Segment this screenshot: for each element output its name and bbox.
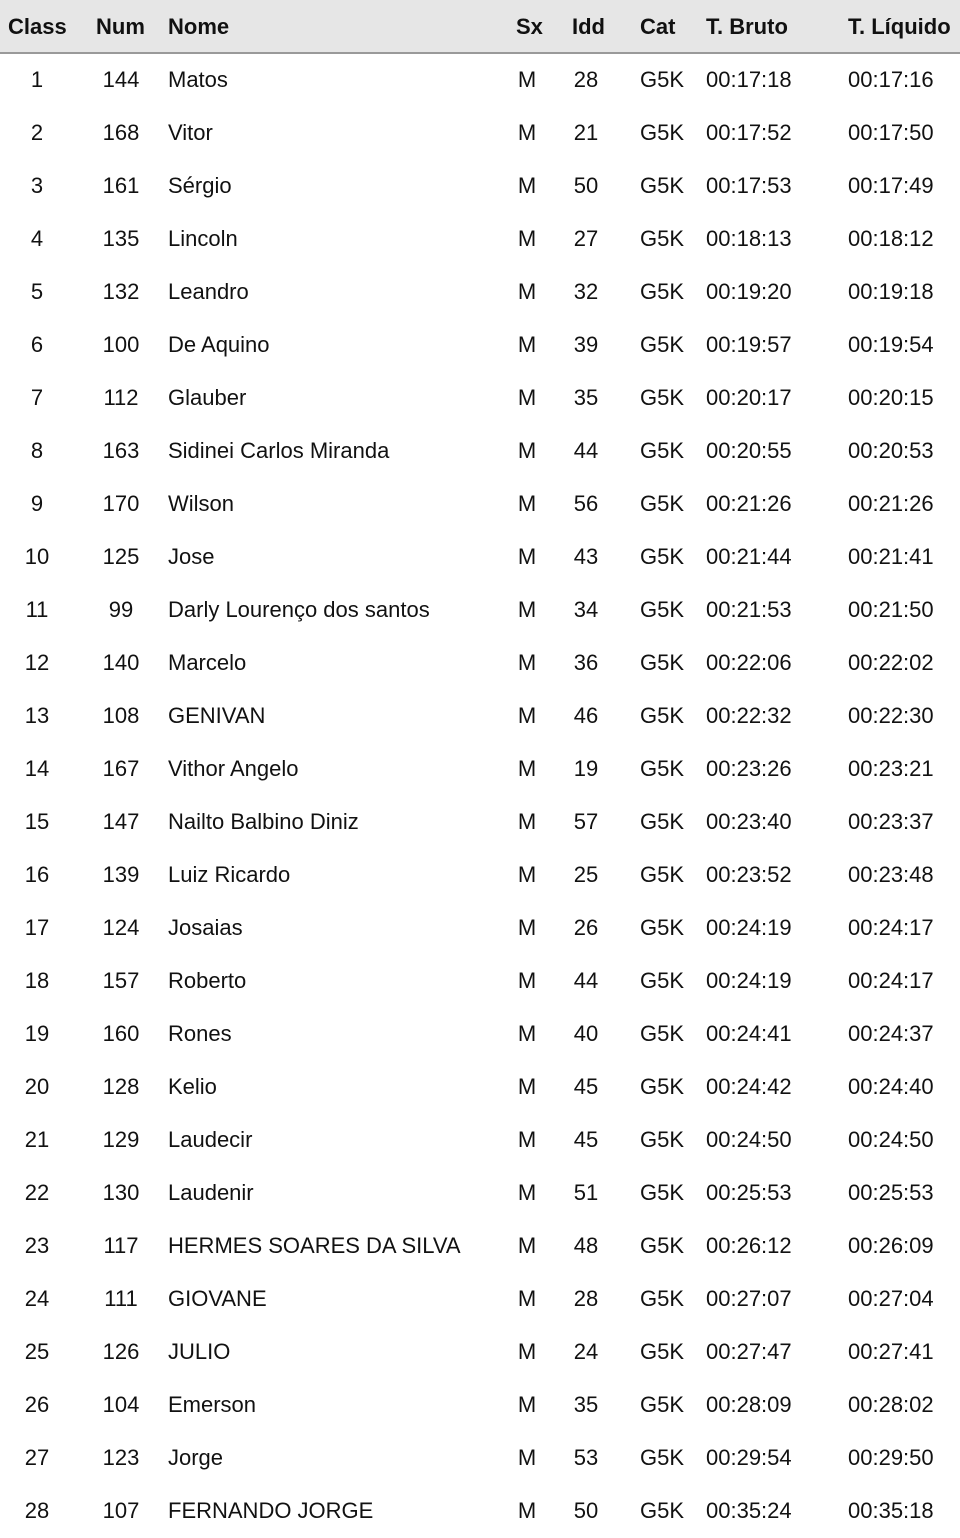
cell-idd: 19 — [573, 756, 599, 781]
cell-sx: M — [517, 1498, 537, 1523]
cell-t-bruto: 00:24:42 — [706, 1074, 792, 1099]
cell-nome: Marcelo — [168, 650, 247, 675]
cell-num: 112 — [103, 385, 139, 410]
cell-idd: 50 — [573, 1498, 599, 1523]
table-header — [0, 0, 960, 54]
cell-sx: M — [517, 968, 537, 993]
results-table-body — [0, 54, 960, 1538]
table-row — [0, 1061, 960, 1114]
cell-class: 22 — [24, 1180, 50, 1205]
cell-sx: M — [517, 438, 537, 463]
cell-class: 7 — [30, 385, 44, 410]
cell-t-bruto: 00:23:40 — [706, 809, 792, 834]
cell-sx: M — [517, 1286, 537, 1311]
cell-cat: G5K — [640, 1233, 685, 1258]
cell-class: 23 — [24, 1233, 50, 1258]
table-row — [0, 54, 960, 107]
cell-t-liquido: 00:22:02 — [848, 650, 934, 675]
cell-class: 3 — [30, 173, 44, 198]
cell-num: 126 — [102, 1339, 140, 1364]
cell-idd: 48 — [573, 1233, 599, 1258]
cell-sx: M — [517, 544, 537, 569]
cell-cat: G5K — [640, 1339, 685, 1364]
cell-nome: Glauber — [168, 385, 247, 410]
cell-sx: M — [517, 1339, 537, 1364]
cell-nome: Laudenir — [168, 1180, 254, 1205]
cell-idd: 24 — [573, 1339, 599, 1364]
cell-cat: G5K — [640, 703, 685, 728]
cell-sx: M — [517, 332, 537, 357]
cell-cat: G5K — [640, 120, 685, 145]
cell-cat: G5K — [640, 173, 685, 198]
cell-num: 129 — [102, 1127, 140, 1152]
table-row — [0, 1167, 960, 1220]
cell-cat: G5K — [640, 438, 685, 463]
cell-nome: Sidinei Carlos Miranda — [168, 438, 390, 463]
cell-t-liquido: 00:28:02 — [848, 1392, 934, 1417]
table-row — [0, 743, 960, 796]
cell-idd: 28 — [573, 1286, 599, 1311]
cell-t-bruto: 00:24:50 — [706, 1127, 792, 1152]
cell-class: 28 — [24, 1498, 50, 1523]
cell-cat: G5K — [640, 491, 685, 516]
cell-t-bruto: 00:17:52 — [706, 120, 792, 145]
cell-t-liquido: 00:24:50 — [848, 1127, 934, 1152]
cell-t-liquido: 00:19:54 — [848, 332, 934, 357]
cell-nome: Leandro — [168, 279, 249, 304]
header-t-liquido: T. Líquido — [848, 14, 951, 39]
cell-t-bruto: 00:29:54 — [706, 1445, 792, 1470]
cell-num: 167 — [102, 756, 140, 781]
cell-cat: G5K — [640, 226, 685, 251]
cell-t-bruto: 00:20:55 — [706, 438, 792, 463]
cell-sx: M — [517, 1445, 537, 1470]
cell-num: 163 — [102, 438, 140, 463]
header-idd: Idd — [572, 14, 605, 39]
cell-t-bruto: 00:21:26 — [706, 491, 792, 516]
cell-cat: G5K — [640, 279, 685, 304]
cell-cat: G5K — [640, 544, 685, 569]
cell-class: 20 — [24, 1074, 50, 1099]
cell-nome: JULIO — [168, 1339, 231, 1364]
cell-num: 168 — [102, 120, 140, 145]
cell-t-bruto: 00:17:53 — [706, 173, 792, 198]
cell-cat: G5K — [640, 1021, 685, 1046]
cell-t-liquido: 00:23:37 — [848, 809, 934, 834]
cell-t-liquido: 00:17:49 — [848, 173, 934, 198]
cell-idd: 35 — [573, 1392, 599, 1417]
cell-class: 8 — [30, 438, 44, 463]
table-row — [0, 266, 960, 319]
cell-idd: 46 — [573, 703, 599, 728]
cell-sx: M — [517, 1021, 537, 1046]
cell-nome: Sérgio — [168, 173, 232, 198]
cell-cat: G5K — [640, 1498, 685, 1523]
cell-num: 132 — [102, 279, 140, 304]
cell-nome: Josaias — [168, 915, 243, 940]
cell-cat: G5K — [640, 1286, 685, 1311]
cell-nome: Darly Lourenço dos santos — [168, 597, 430, 622]
cell-cat: G5K — [640, 385, 685, 410]
cell-class: 11 — [25, 597, 49, 622]
table-row — [0, 372, 960, 425]
cell-sx: M — [517, 756, 537, 781]
header-sx: Sx — [516, 14, 543, 39]
cell-sx: M — [517, 491, 537, 516]
cell-idd: 35 — [573, 385, 599, 410]
cell-idd: 39 — [573, 332, 599, 357]
cell-t-liquido: 00:27:41 — [848, 1339, 934, 1364]
cell-idd: 50 — [573, 173, 599, 198]
cell-num: 130 — [102, 1180, 140, 1205]
cell-t-bruto: 00:24:41 — [706, 1021, 792, 1046]
cell-t-liquido: 00:18:12 — [848, 226, 934, 251]
cell-t-liquido: 00:21:41 — [848, 544, 934, 569]
cell-t-liquido: 00:25:53 — [848, 1180, 934, 1205]
table-row — [0, 902, 960, 955]
cell-t-bruto: 00:23:26 — [706, 756, 792, 781]
cell-idd: 28 — [573, 67, 599, 92]
cell-t-bruto: 00:22:06 — [706, 650, 792, 675]
cell-idd: 43 — [573, 544, 599, 569]
cell-idd: 56 — [573, 491, 599, 516]
cell-cat: G5K — [640, 67, 685, 92]
cell-cat: G5K — [640, 756, 685, 781]
table-row — [0, 690, 960, 743]
cell-idd: 45 — [573, 1127, 599, 1152]
cell-class: 26 — [24, 1392, 50, 1417]
cell-num: 135 — [102, 226, 140, 251]
cell-t-liquido: 00:24:40 — [848, 1074, 934, 1099]
cell-class: 1 — [30, 67, 44, 92]
cell-class: 6 — [30, 332, 44, 357]
cell-idd: 32 — [573, 279, 599, 304]
cell-t-liquido: 00:24:37 — [848, 1021, 934, 1046]
cell-t-liquido: 00:35:18 — [848, 1498, 934, 1523]
cell-num: 144 — [102, 67, 140, 92]
cell-num: 125 — [102, 544, 140, 569]
table-row — [0, 584, 960, 637]
header-nome: Nome — [168, 14, 230, 39]
cell-class: 12 — [24, 650, 50, 675]
cell-sx: M — [517, 1233, 537, 1258]
cell-t-liquido: 00:26:09 — [848, 1233, 934, 1258]
cell-class: 25 — [24, 1339, 50, 1364]
table-row — [0, 849, 960, 902]
cell-idd: 21 — [573, 120, 599, 145]
cell-cat: G5K — [640, 915, 685, 940]
cell-sx: M — [517, 915, 537, 940]
table-row — [0, 955, 960, 1008]
cell-idd: 44 — [573, 438, 599, 463]
cell-class: 15 — [24, 809, 50, 834]
cell-num: 111 — [104, 1286, 138, 1311]
cell-cat: G5K — [640, 1445, 685, 1470]
table-row — [0, 796, 960, 849]
cell-class: 21 — [24, 1127, 50, 1152]
cell-t-liquido: 00:17:50 — [848, 120, 934, 145]
cell-nome: Rones — [168, 1021, 232, 1046]
cell-idd: 36 — [573, 650, 599, 675]
cell-sx: M — [517, 226, 537, 251]
table-row — [0, 1326, 960, 1379]
cell-nome: Roberto — [168, 968, 247, 993]
cell-t-bruto: 00:17:18 — [706, 67, 792, 92]
header-num: Num — [96, 14, 145, 39]
cell-t-liquido: 00:19:18 — [848, 279, 934, 304]
cell-cat: G5K — [640, 809, 685, 834]
table-row — [0, 1008, 960, 1061]
cell-nome: Kelio — [168, 1074, 217, 1099]
cell-nome: HERMES SOARES DA SILVA — [168, 1233, 461, 1258]
cell-num: 161 — [102, 173, 140, 198]
cell-nome: GENIVAN — [168, 703, 266, 728]
cell-num: 157 — [102, 968, 140, 993]
cell-t-bruto: 00:22:32 — [706, 703, 792, 728]
cell-num: 160 — [102, 1021, 140, 1046]
cell-idd: 27 — [573, 226, 599, 251]
cell-t-liquido: 00:23:48 — [848, 862, 934, 887]
cell-nome: FERNANDO JORGE — [168, 1498, 374, 1523]
cell-num: 147 — [102, 809, 140, 834]
cell-cat: G5K — [640, 1392, 685, 1417]
cell-idd: 40 — [573, 1021, 599, 1046]
cell-t-bruto: 00:35:24 — [706, 1498, 792, 1523]
cell-num: 117 — [103, 1233, 139, 1258]
cell-sx: M — [517, 862, 537, 887]
cell-cat: G5K — [640, 1074, 685, 1099]
cell-cat: G5K — [640, 968, 685, 993]
cell-num: 104 — [102, 1392, 140, 1417]
cell-nome: De Aquino — [168, 332, 270, 357]
cell-nome: Emerson — [168, 1392, 257, 1417]
table-row — [0, 319, 960, 372]
cell-nome: Luiz Ricardo — [168, 862, 291, 887]
table-row — [0, 1220, 960, 1273]
cell-nome: Laudecir — [168, 1127, 253, 1152]
cell-sx: M — [517, 120, 537, 145]
table-row — [0, 1485, 960, 1538]
table-row — [0, 531, 960, 584]
cell-class: 18 — [24, 968, 50, 993]
cell-num: 100 — [102, 332, 140, 357]
cell-t-liquido: 00:17:16 — [848, 67, 934, 92]
cell-sx: M — [517, 597, 537, 622]
cell-num: 124 — [102, 915, 140, 940]
table-row — [0, 637, 960, 690]
cell-class: 5 — [30, 279, 44, 304]
cell-cat: G5K — [640, 597, 685, 622]
cell-cat: G5K — [640, 862, 685, 887]
cell-sx: M — [517, 279, 537, 304]
cell-num: 140 — [102, 650, 140, 675]
table-row — [0, 1379, 960, 1432]
cell-t-bruto: 00:21:53 — [706, 597, 792, 622]
cell-idd: 45 — [573, 1074, 599, 1099]
table-row — [0, 425, 960, 478]
table-row — [0, 1432, 960, 1485]
cell-t-bruto: 00:24:19 — [706, 915, 792, 940]
cell-sx: M — [517, 1392, 537, 1417]
cell-nome: Jose — [168, 544, 215, 569]
cell-num: 108 — [102, 703, 140, 728]
cell-t-bruto: 00:23:52 — [706, 862, 792, 887]
cell-class: 2 — [30, 120, 44, 145]
table-row — [0, 213, 960, 266]
cell-t-liquido: 00:24:17 — [848, 915, 934, 940]
cell-class: 16 — [24, 862, 50, 887]
cell-nome: Lincoln — [168, 226, 238, 251]
cell-t-liquido: 00:29:50 — [848, 1445, 934, 1470]
cell-t-liquido: 00:22:30 — [848, 703, 934, 728]
cell-sx: M — [517, 173, 537, 198]
cell-sx: M — [517, 809, 537, 834]
cell-sx: M — [517, 703, 537, 728]
cell-num: 123 — [102, 1445, 140, 1470]
cell-t-liquido: 00:23:21 — [848, 756, 934, 781]
cell-t-bruto: 00:27:47 — [706, 1339, 792, 1364]
cell-num: 128 — [102, 1074, 140, 1099]
cell-class: 14 — [24, 756, 50, 781]
cell-t-bruto: 00:24:19 — [706, 968, 792, 993]
table-row — [0, 478, 960, 531]
cell-t-bruto: 00:25:53 — [706, 1180, 792, 1205]
cell-idd: 26 — [573, 915, 599, 940]
cell-idd: 51 — [573, 1180, 599, 1205]
cell-t-bruto: 00:21:44 — [706, 544, 792, 569]
table-row — [0, 1273, 960, 1326]
cell-class: 10 — [24, 544, 50, 569]
cell-idd: 25 — [573, 862, 599, 887]
cell-cat: G5K — [640, 332, 685, 357]
cell-idd: 44 — [573, 968, 599, 993]
cell-class: 19 — [24, 1021, 50, 1046]
header-t-bruto: T. Bruto — [706, 14, 788, 39]
cell-t-bruto: 00:20:17 — [706, 385, 792, 410]
cell-nome: Nailto Balbino Diniz — [168, 809, 359, 834]
cell-cat: G5K — [640, 1180, 685, 1205]
header-class: Class — [8, 14, 67, 39]
table-row — [0, 107, 960, 160]
cell-t-bruto: 00:19:20 — [706, 279, 792, 304]
cell-num: 107 — [102, 1498, 140, 1523]
cell-t-liquido: 00:20:15 — [848, 385, 934, 410]
cell-t-bruto: 00:26:12 — [706, 1233, 792, 1258]
cell-class: 17 — [24, 915, 50, 940]
cell-t-liquido: 00:21:50 — [848, 597, 934, 622]
cell-class: 27 — [24, 1445, 50, 1470]
cell-class: 13 — [24, 703, 50, 728]
cell-t-liquido: 00:27:04 — [848, 1286, 934, 1311]
cell-t-bruto: 00:27:07 — [706, 1286, 792, 1311]
cell-class: 9 — [30, 491, 44, 516]
cell-t-liquido: 00:20:53 — [848, 438, 934, 463]
cell-class: 24 — [24, 1286, 50, 1311]
cell-t-liquido: 00:21:26 — [848, 491, 934, 516]
cell-sx: M — [517, 1074, 537, 1099]
table-row — [0, 160, 960, 213]
cell-nome: GIOVANE — [168, 1286, 267, 1311]
cell-sx: M — [517, 650, 537, 675]
cell-sx: M — [517, 1127, 537, 1152]
cell-sx: M — [517, 385, 537, 410]
cell-nome: Vitor — [168, 120, 213, 145]
cell-num: 170 — [102, 491, 140, 516]
cell-t-bruto: 00:19:57 — [706, 332, 792, 357]
table-row — [0, 1114, 960, 1167]
cell-sx: M — [517, 1180, 537, 1205]
cell-t-bruto: 00:28:09 — [706, 1392, 792, 1417]
cell-nome: Vithor Angelo — [168, 756, 299, 781]
cell-idd: 57 — [573, 809, 599, 834]
cell-cat: G5K — [640, 1127, 685, 1152]
cell-idd: 53 — [573, 1445, 599, 1470]
header-cat: Cat — [640, 14, 676, 39]
cell-nome: Jorge — [168, 1445, 224, 1470]
cell-t-bruto: 00:18:13 — [706, 226, 792, 251]
cell-num: 99 — [108, 597, 134, 622]
cell-nome: Matos — [168, 67, 228, 92]
cell-cat: G5K — [640, 650, 685, 675]
cell-idd: 34 — [573, 597, 599, 622]
cell-class: 4 — [30, 226, 44, 251]
cell-t-liquido: 00:24:17 — [848, 968, 934, 993]
cell-sx: M — [517, 67, 537, 92]
cell-nome: Wilson — [168, 491, 235, 516]
cell-num: 139 — [102, 862, 140, 887]
